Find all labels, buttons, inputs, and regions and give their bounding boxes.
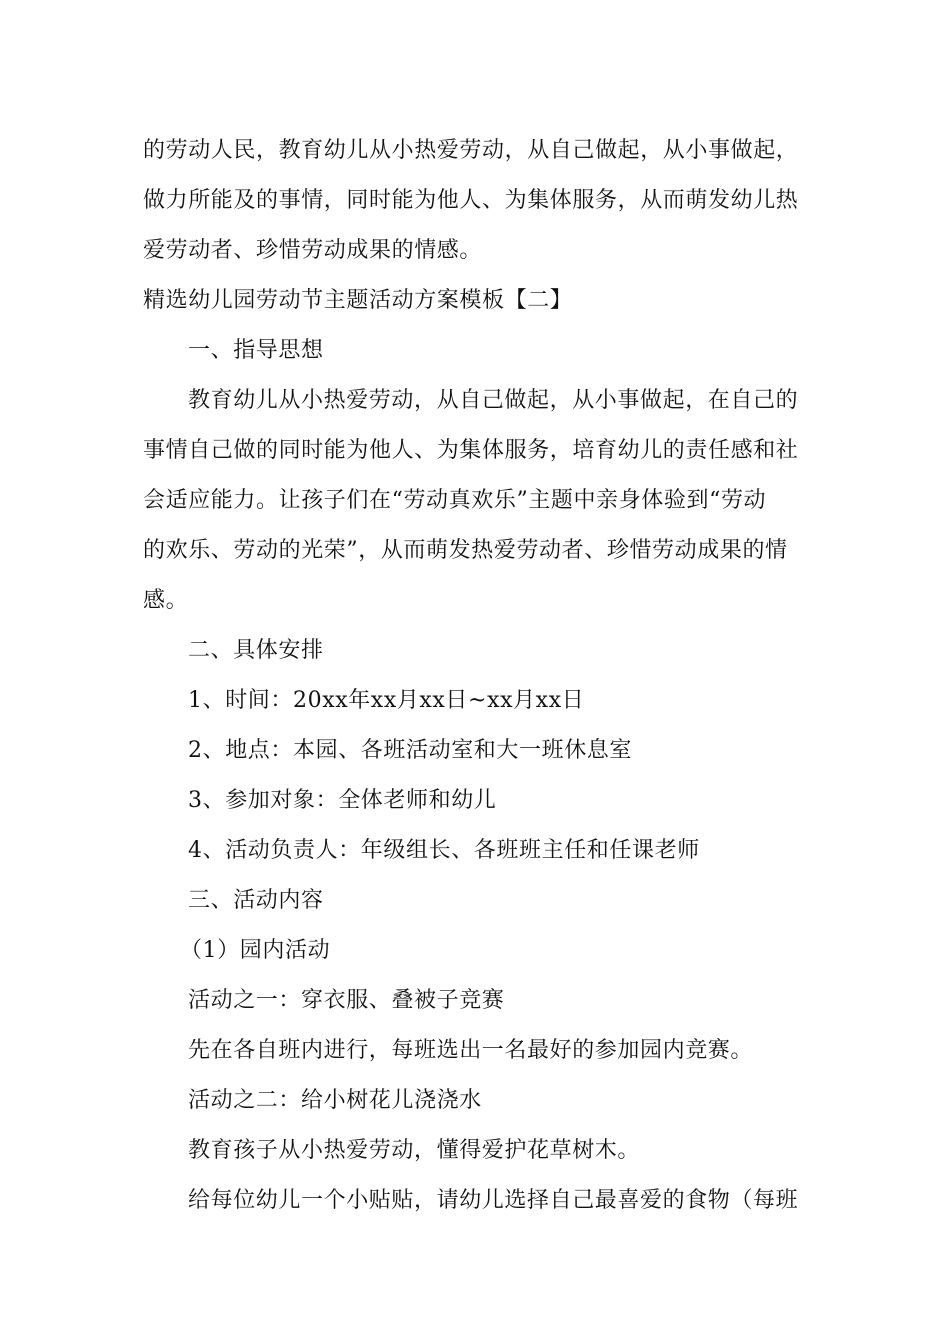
body-text-line: 先在各自班内进行，每班选出一名最好的参加园内竞赛。 — [188, 1038, 754, 1063]
body-text-line: 教育孩子从小热爱劳动，懂得爱护花草树木。 — [188, 1138, 641, 1163]
list-item-responsible: 4、活动负责人：年级组长、各班班主任和任课老师 — [188, 838, 700, 863]
list-item-location: 2、地点：本园、各班活动室和大一班休息室 — [188, 738, 632, 763]
heading-guiding-thought: 一、指导思想 — [188, 338, 324, 363]
body-text-line: 教育幼儿从小热爱劳动，从自己做起，从小事做起，在自己的 — [188, 388, 799, 413]
activity-two-title: 活动之二：给小树花儿浇浇水 — [188, 1088, 482, 1113]
heading-activity-content: 三、活动内容 — [188, 888, 324, 913]
body-text-line: 做力所能及的事情，同时能为他人、为集体服务，从而萌发幼儿热 — [143, 188, 799, 213]
section-title: 精选幼儿园劳动节主题活动方案模板【二】 — [143, 288, 573, 313]
activity-one-title: 活动之一：穿衣服、叠被子竞赛 — [188, 988, 505, 1013]
heading-arrangement: 二、具体安排 — [188, 638, 324, 663]
list-item-participants: 3、参加对象：全体老师和幼儿 — [188, 788, 497, 813]
body-text-line: 给每位幼儿一个小贴贴，请幼儿选择自己最喜爱的食物（每班 — [188, 1188, 799, 1213]
list-item-time: 1、时间：20xx年xx月xx日~xx月xx日 — [188, 688, 585, 713]
body-text-line: 感。 — [143, 588, 189, 613]
body-text-line: 的劳动人民，教育幼儿从小热爱劳动，从自己做起，从小事做起， — [143, 138, 799, 163]
subheading-in-park-activities: （1）园内活动 — [180, 938, 331, 963]
body-text-line: 会适应能力。让孩子们在“劳动真欢乐”主题中亲身体验到“劳动 — [143, 488, 767, 513]
body-text-line: 事情自己做的同时能为他人、为集体服务，培育幼儿的责任感和社 — [143, 438, 799, 463]
body-text-line: 的欢乐、劳动的光荣”，从而萌发热爱劳动者、珍惜劳动成果的情 — [143, 538, 788, 563]
body-text-line: 爱劳动者、珍惜劳动成果的情感。 — [143, 238, 483, 263]
